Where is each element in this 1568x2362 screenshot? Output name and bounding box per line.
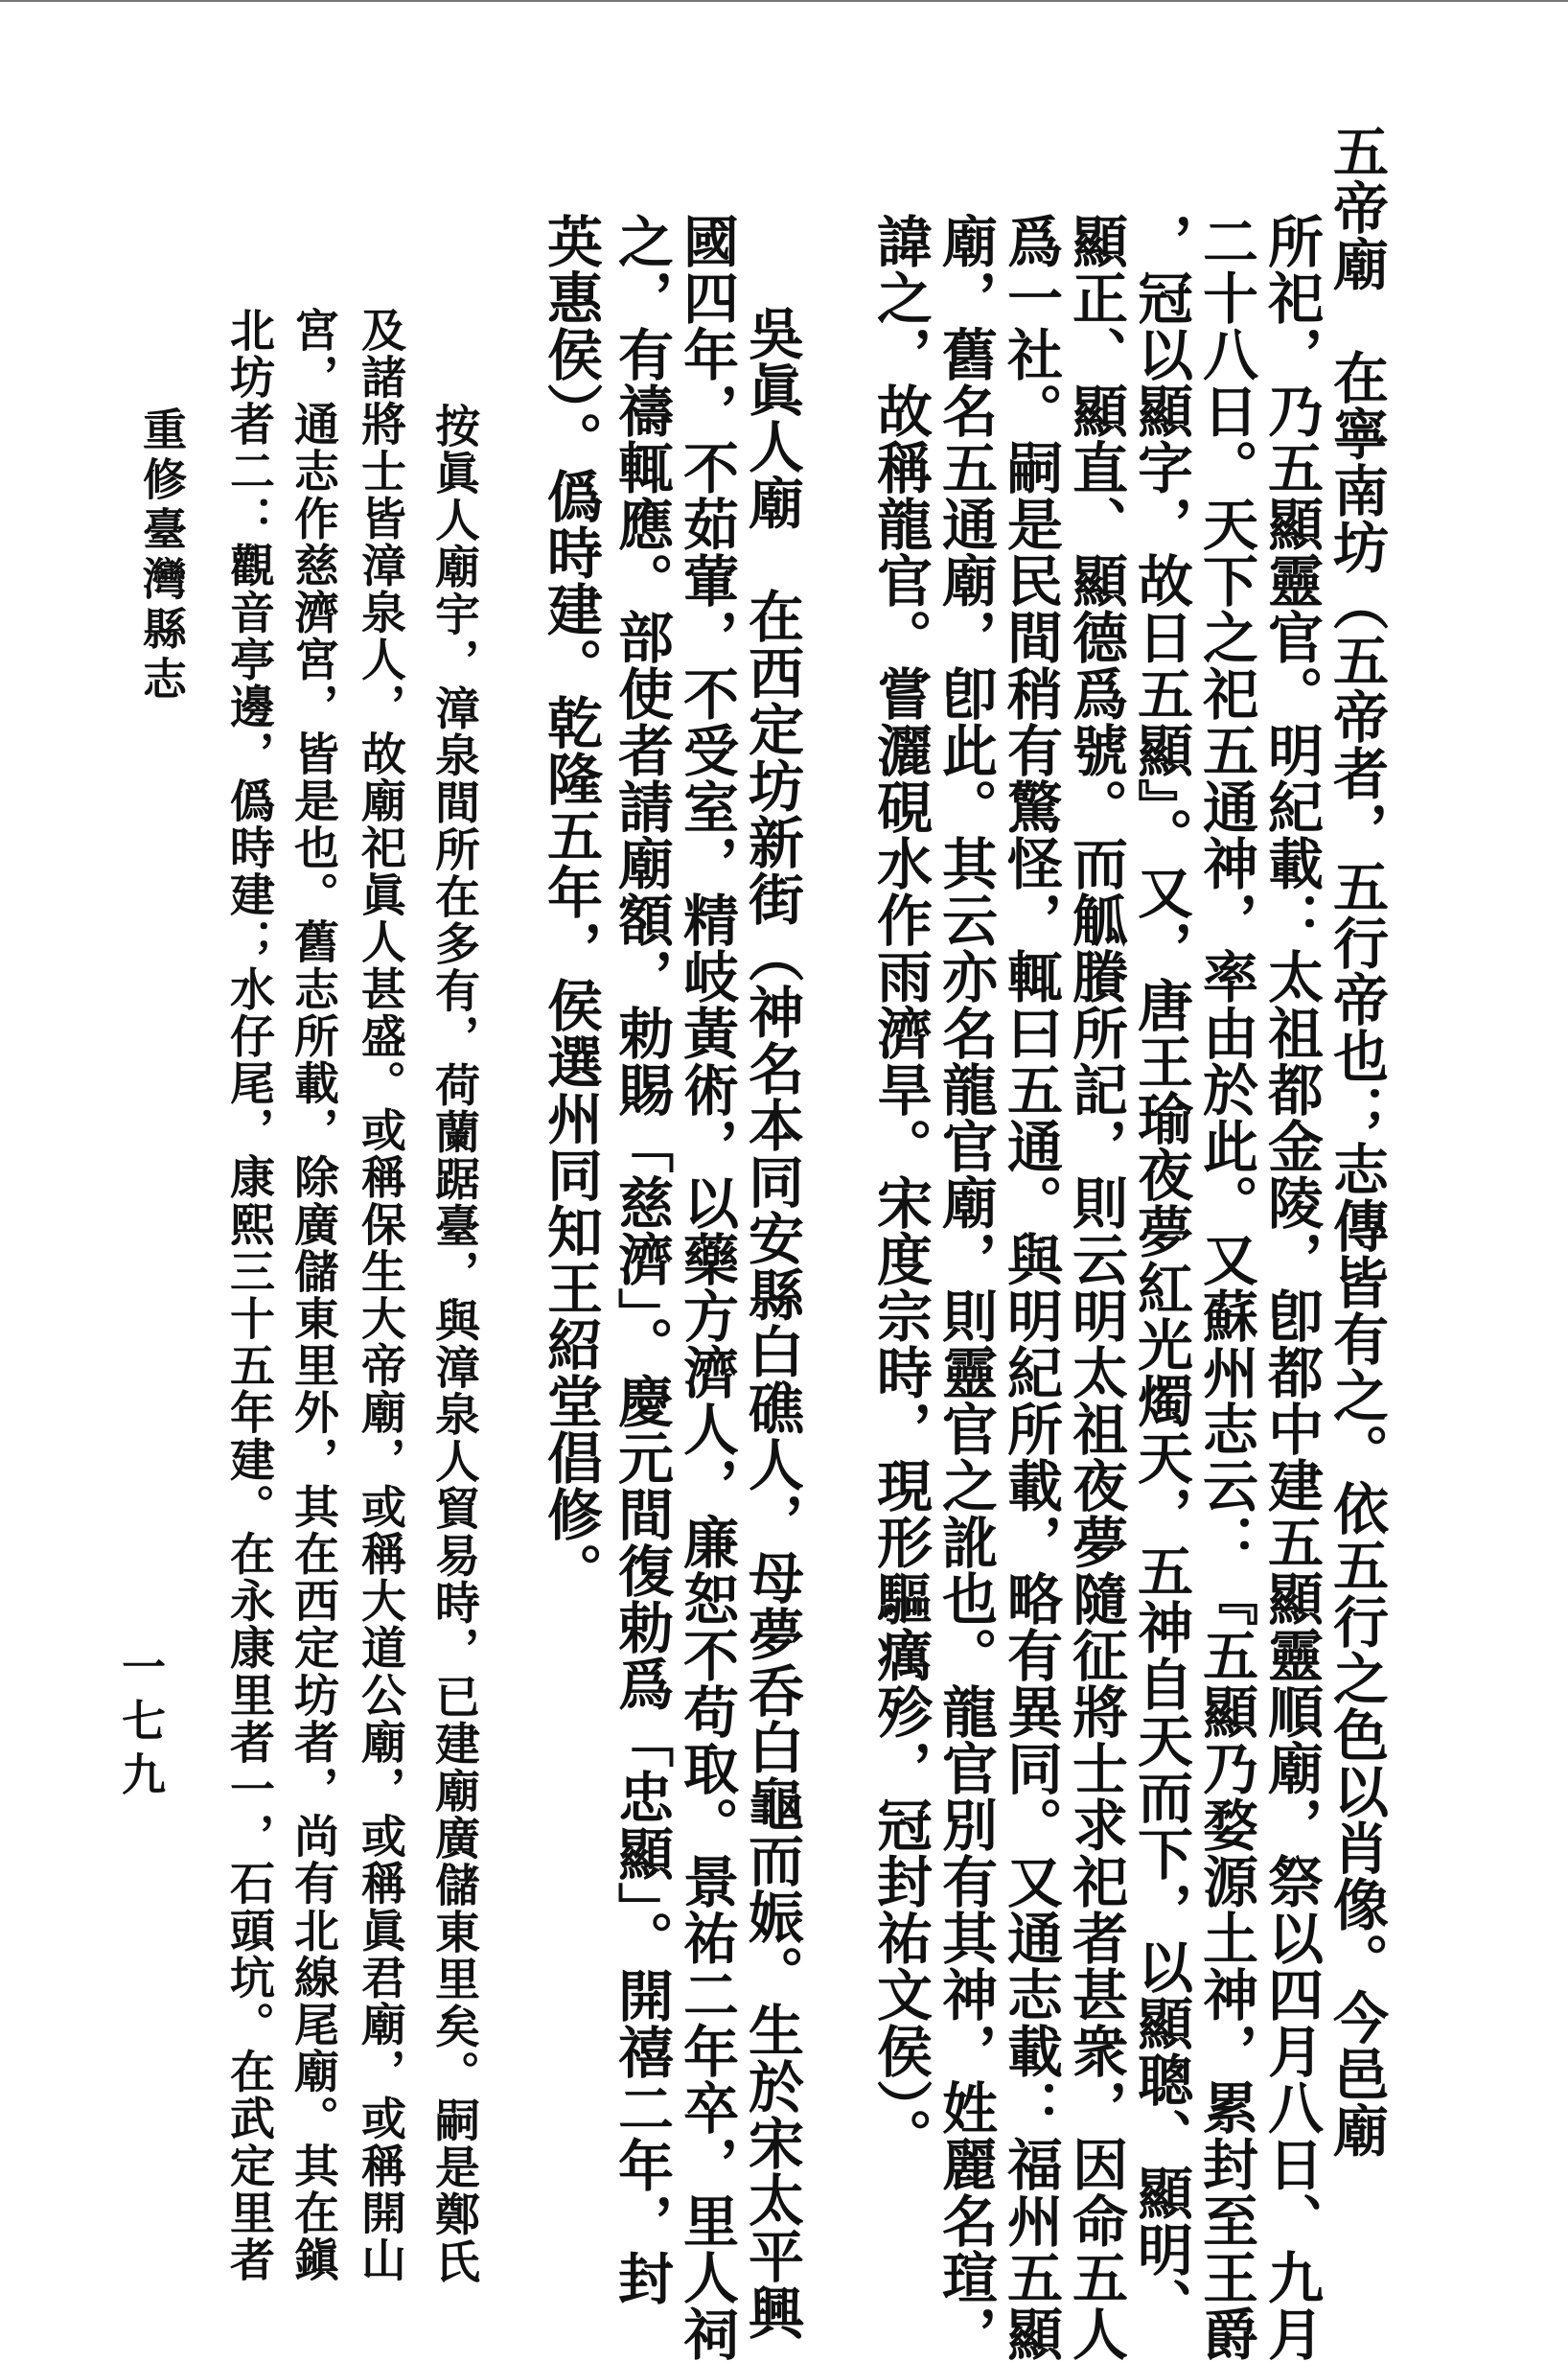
note-text-column-3: 宮，通志作慈濟宮，皆是也。舊志所載，除廣儲東里外，其在西定坊者，尚有北線尾廟。其在鎭 — [287, 307, 339, 2284]
running-title: 重修臺灣縣志 — [136, 406, 188, 706]
main-text-column-9: 吳眞人廟 在西定坊新街（神名本同安縣白礁人，母夢呑白龜而娠。生於宋太平興 — [739, 305, 804, 2341]
main-text-column-8: 諱之，故稱龍官。嘗灑硯水作雨濟旱。宋度宗時，現形驅癘殄，冠封祐文侯）。 — [867, 213, 933, 2165]
main-text-column-1: 五帝廟 在寧南坊（五帝者，五行帝也；志傳皆有之。依五行之色以肖像。今邑廟 — [1324, 123, 1389, 2159]
note-text-column-4: 北坊者二：觀音亭邊，僞時建；水仔尾，康熙三十五年建。在永康里者一，石頭坑。在武定里者 — [222, 307, 275, 2284]
main-text-column-4: ，冠以顯字，故日五顯』。又，唐王瑜夜夢紅光燭天，五神自天而下，以顯聰、顯明、 — [1128, 213, 1193, 2334]
main-text-column-12: 英惠侯）。僞時建。乾隆五年，侯選州同知王紹堂倡修。 — [538, 213, 603, 1599]
main-text-column-3: 二十八日。天下之祀五通神，率由於此。又蘇州志云：『五顯乃婺源土神，累封至王爵 — [1193, 213, 1258, 2362]
main-text-column-5: 顯正、顯直、顯德爲號。而觚賸所記，則云明太祖夜夢隨征將士求祀者甚衆，因命五人 — [1063, 213, 1128, 2362]
main-text-column-10: 國四年，不茹葷，不受室，精岐黃術，以藥方濟人，廉恕不苟取。景祐二年卒，里人祠 — [674, 213, 739, 2362]
main-text-column-7: 廟，舊名五通廟，卽此。其云亦名龍官廟，則靈官之訛也。龍官別有其神，姓麗名瑄， — [933, 213, 998, 2362]
note-text-column-1: 按眞人廟宇，漳泉間所在多有，荷蘭踞臺，與漳泉人貿易時，已建廟廣儲東里矣。嗣是鄭氏 — [427, 403, 480, 2285]
main-text-column-2: 所祀，乃五顯靈官。明紀載：太祖都金陵，卽都中建五顯靈順廟，祭以四月八日、九月 — [1258, 213, 1324, 2362]
main-text-column-6: 爲一社。嗣是民間稍有驚怪，輒曰五通。與明紀所載，略有異同。又通志載：福州五顯 — [998, 213, 1063, 2362]
page-number: 一七九 — [115, 1644, 167, 1805]
main-text-column-11: 之，有禱輒應。部使者請廟額，勅賜「慈濟」。慶元間復勅爲「忠顯」。開禧二年，封 — [609, 213, 674, 2306]
note-text-column-2: 及諸將士皆漳泉人，故廟祀眞人甚盛。或稱保生大帝廟，或稱大道公廟，或稱眞君廟，或稱開山 — [354, 307, 406, 2284]
